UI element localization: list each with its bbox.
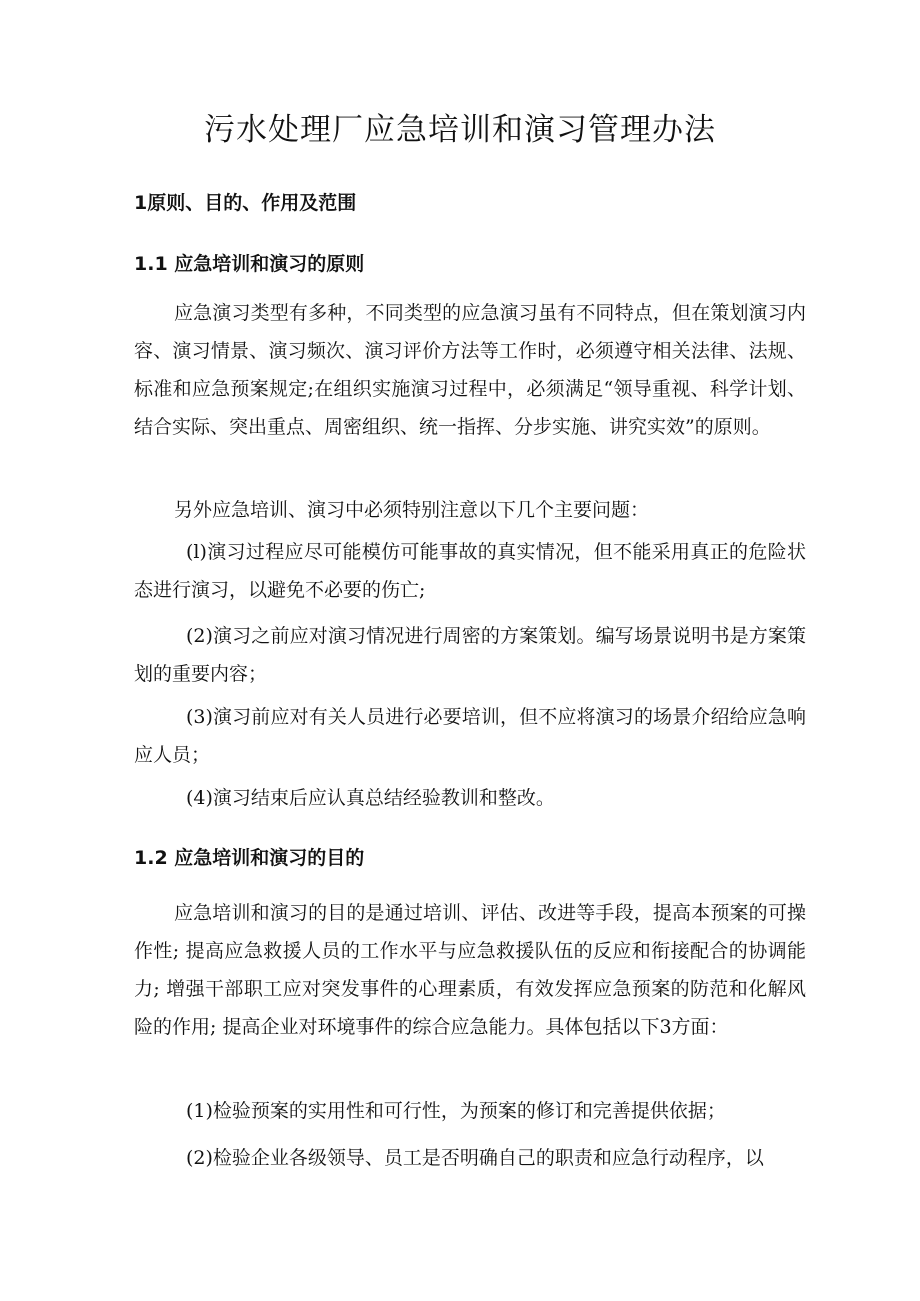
list-item-1-2-1: (1)检验预案的实用性和可行性，为预案的修订和完善提供依据； (186, 1100, 726, 1122)
paragraph-principles: 应急演习类型有多种，不同类型的应急演习虽有不同特点，但在策划演习内容、演习情景、演习频次、演习评价方法等工作时，必须遵守相关法律、法规、标准和应急预案规定;在组织实施演习过程中，必须满足“领导重视、科学计划、结合实际、突出重点、周密组织、统一指挥、分步实施、讲究实效”的原则。 (134, 302, 806, 438)
paragraph-purpose: 应急培训和演习的目的是通过培训、评估、改进等手段，提高本预案的可操作性; 提高应急救援人员的工作水平与应急救援队伍的反应和衔接配合的协调能力; 增强干部职工应对突发事件的心理素质，有效发挥应急预案的防范和化解风险的作用; 提高企业对环境事件的综合应急能力。具体包括以下3方面： (134, 902, 806, 1038)
section-heading-1-2: 1.2 应急培训和演习的目的 (134, 847, 365, 869)
list-item-1-1-4: (4)演习结束后应认真总结经验教训和整改。 (186, 787, 555, 809)
section-heading-1-1: 1.1 应急培训和演习的原则 (134, 253, 365, 275)
section-heading-1: 1原则、目的、作用及范围 (134, 192, 357, 214)
list-item-1-2-2: (2)检验企业各级领导、员工是否明确自己的职责和应急行动程序，以 (186, 1147, 764, 1169)
document-title: 污水处理厂应急培训和演习管理办法 (204, 112, 716, 148)
paragraph-notes-intro: 另外应急培训、演习中必须特别注意以下几个主要问题： (174, 499, 650, 521)
list-item-1-1-1: (l)演习过程应尽可能模仿可能事故的真实情况，但不能采用真正的危险状态进行演习，以避免不必要的伤亡; (134, 541, 806, 601)
list-item-1-1-2: (2)演习之前应对演习情况进行周密的方案策划。编写场景说明书是方案策划的重要内容； (134, 625, 806, 685)
list-item-1-1-3: (3)演习前应对有关人员进行必要培训，但不应将演习的场景介绍给应急响应人员； (134, 706, 806, 766)
